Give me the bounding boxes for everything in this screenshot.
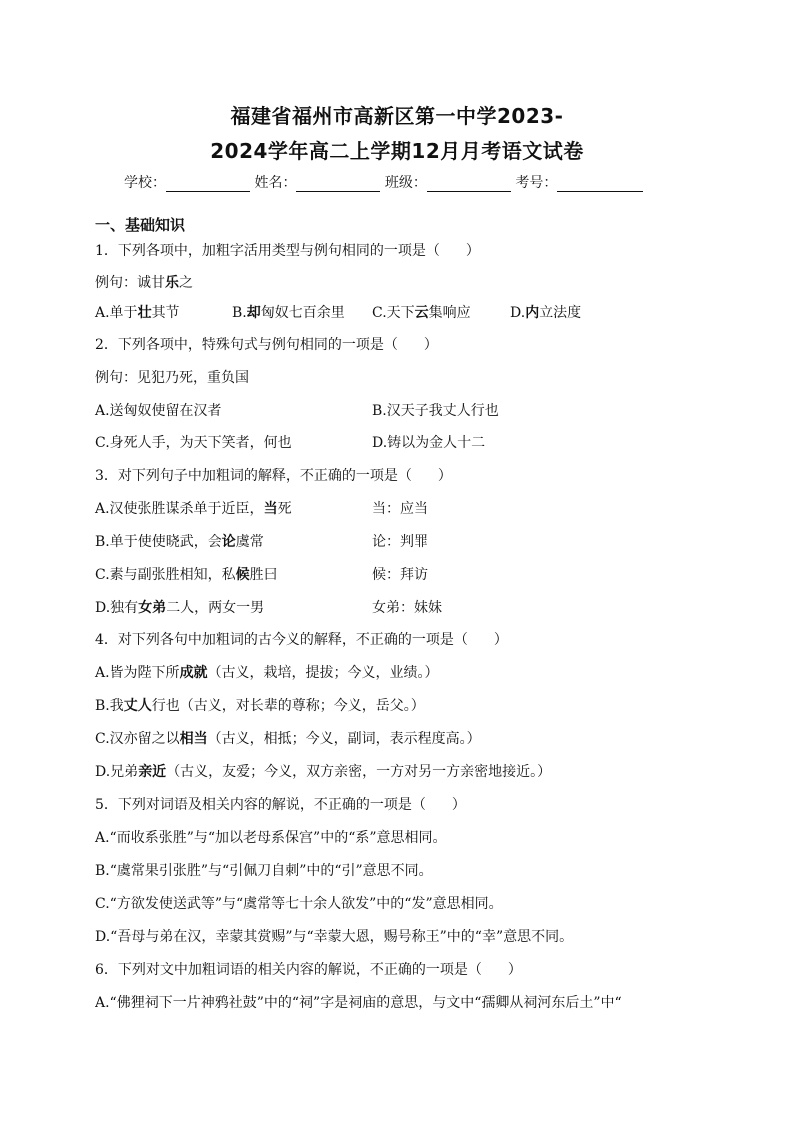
question-3-option-a-explanation: 当：应当	[372, 501, 428, 517]
question-2-option-d[interactable]: D.铸以为金人十二	[372, 435, 486, 451]
question-6-stem: 6．下列对文中加粗词语的相关内容的解说，不正确的一项是（ ）	[95, 962, 522, 978]
question-1-option-a[interactable]: A.单于壮其节	[95, 305, 180, 321]
school-field[interactable]	[166, 177, 250, 192]
question-3-option-d[interactable]: D.独有女弟二人，两女一男	[95, 600, 265, 616]
question-1-option-c[interactable]: C.天下云集响应	[372, 305, 471, 321]
section-heading: 一、基础知识	[95, 216, 186, 234]
question-5-option-d[interactable]: D.“吾母与弟在汉，幸蒙其赏赐”与“幸蒙大恩，赐号称王”中的“幸”意思不同。	[95, 929, 574, 945]
question-1-option-b[interactable]: B.却匈奴七百余里	[232, 305, 345, 321]
exam-no-label: 考号：	[515, 175, 558, 191]
exam-title-line2: 2024学年高二上学期12月月考语文试卷	[210, 139, 584, 163]
name-field[interactable]	[296, 177, 380, 192]
question-2-option-b[interactable]: B.汉天子我丈人行也	[372, 403, 499, 419]
exam-no-field[interactable]	[557, 177, 643, 192]
question-4-option-b[interactable]: B.我丈人行也（古义，对长辈的尊称；今义，岳父。）	[95, 698, 425, 714]
question-5-option-b[interactable]: B.“虞常果引张胜”与“引佩刀自刺”中的“引”意思不同。	[95, 863, 433, 879]
question-4-option-c[interactable]: C.汉亦留之以相当（古义，相抵；今义，副词，表示程度高。）	[95, 731, 481, 747]
class-label: 班级：	[384, 175, 427, 191]
question-5-option-a[interactable]: A.“而收系张胜”与“加以老母系保宫”中的“系”意思相同。	[95, 830, 447, 846]
name-label: 姓名：	[254, 175, 297, 191]
question-3-option-c[interactable]: C.素与副张胜相知，私候胜曰	[95, 567, 278, 583]
question-4-stem: 4．对下列各句中加粗词的古今义的解释，不正确的一项是（ ）	[95, 632, 508, 648]
question-5-stem: 5．下列对词语及相关内容的解说，不正确的一项是（ ）	[95, 797, 466, 813]
question-3-option-b-explanation: 论：判罪	[372, 534, 428, 550]
question-1-option-d[interactable]: D.内立法度	[510, 305, 582, 321]
student-info-row	[124, 172, 643, 192]
question-2-stem: 2．下列各项中，特殊句式与例句相同的一项是（ ）	[95, 337, 438, 353]
exam-title-line1: 福建省福州市高新区第一中学2023-	[230, 104, 564, 128]
question-3-option-d-explanation: 女弟：妹妹	[372, 600, 442, 616]
question-3-option-a[interactable]: A.汉使张胜谋杀单于近臣，当死	[95, 501, 292, 517]
question-1-stem: 1．下列各项中，加粗字活用类型与例句相同的一项是（ ）	[95, 243, 480, 259]
question-3-stem: 3．对下列句子中加粗词的解释，不正确的一项是（ ）	[95, 468, 452, 484]
question-3-option-b[interactable]: B.单于使使晓武，会论虞常	[95, 534, 264, 550]
question-4-option-a[interactable]: A.皆为陛下所成就（古义，栽培，提拔；今义，业绩。）	[95, 665, 439, 681]
school-label: 学校：	[124, 175, 166, 191]
question-3-option-c-explanation: 候：拜访	[372, 567, 428, 583]
class-field[interactable]	[427, 177, 511, 192]
question-2-example: 例句：见犯乃死，重负国	[95, 370, 249, 386]
question-4-option-d[interactable]: D.兄弟亲近（古义，友爱；今义，双方亲密，一方对另一方亲密地接近。）	[95, 764, 552, 780]
question-2-option-a[interactable]: A.送匈奴使留在汉者	[95, 403, 222, 419]
question-5-option-c[interactable]: C.“方欲发使送武等”与“虞常等七十余人欲发”中的“发”意思相同。	[95, 896, 503, 912]
question-1-example: 例句：诚甘乐之	[95, 275, 193, 291]
question-2-option-c[interactable]: C.身死人手，为天下笑者，何也	[95, 435, 292, 451]
question-6-option-a[interactable]: A.“佛狸祠下一片神鸦社鼓”中的“祠”字是祠庙的意思，与文中“孺卿从祠河东后土”中“	[95, 995, 622, 1011]
